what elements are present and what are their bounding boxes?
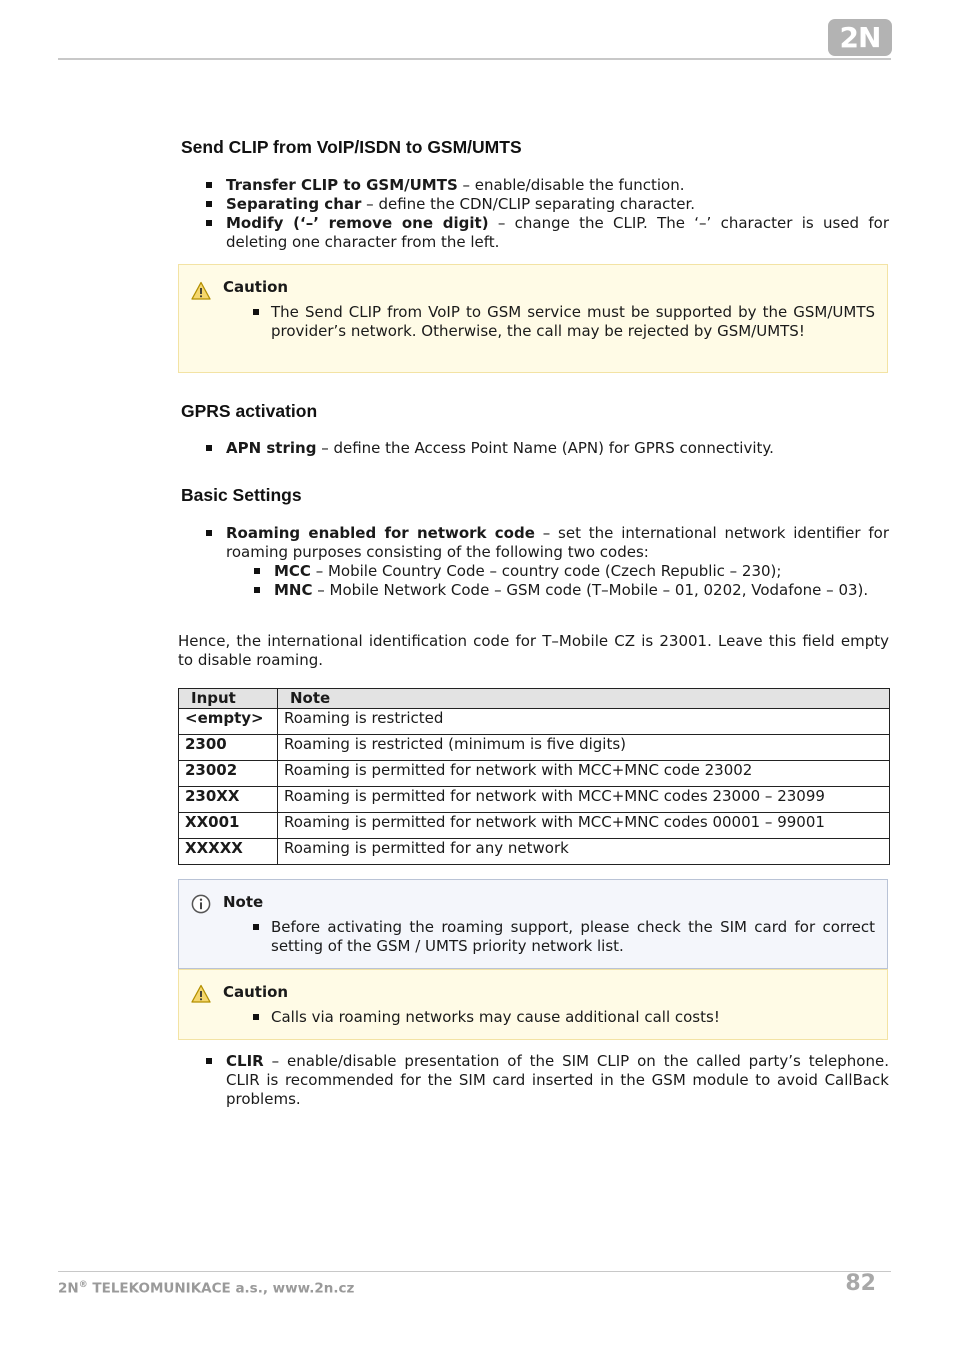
note-title: Note [223,893,264,911]
section-title-basic: Basic Settings [181,485,302,505]
list-item: Modify (‘–’ remove one digit) – change the CLIP. The ‘–’ character is used for deleting one character from the left. [178,214,889,252]
list-item: Separating char – define the CDN/CLIP separating character. [178,195,889,214]
warning-icon [191,281,211,301]
clip-list [178,176,889,252]
cell-input: 23002 [179,761,278,787]
note-box [178,879,888,969]
list-item: Roaming enabled for network code – set the international network identifier for roaming purposes consisting of the following two codes: MCC – Mobile Country Code – country code (Czech Republic – 230); MNC – Mobile Network Code – GSM code (T–Mobile – 01, 0202, Vodafone – 03). [178,524,889,600]
table-header-row [179,689,890,709]
section-title-gprs: GPRS activation [181,401,318,421]
column-header-note: Note [278,689,890,709]
note-list [227,918,875,956]
roaming-paragraph: Hence, the international identification code for T–Mobile CZ is 23001. Leave this field empty to disable roaming. [178,632,889,669]
brand-logo: 2N [828,19,892,56]
cell-note: Roaming is restricted (minimum is five digits) [278,735,890,761]
cell-note: Roaming is permitted for network with MCC+MNC codes 00001 – 99001 [278,813,890,839]
cell-input: 2300 [179,735,278,761]
table-row [179,787,890,813]
list-item: APN string – define the Access Point Name (APN) for GPRS connectivity. [178,439,889,458]
clir-list [178,1052,889,1109]
caution-box-clip [178,264,888,373]
table-row [179,735,890,761]
cell-note: Roaming is permitted for network with MCC+MNC codes 23000 – 23099 [278,787,890,813]
basic-list [178,524,889,600]
cell-input: 230XX [179,787,278,813]
info-icon [191,894,211,914]
cell-note: Roaming is restricted [278,709,890,735]
warning-icon [191,984,211,1004]
list-item: Transfer CLIP to GSM/UMTS – enable/disable the function. [178,176,889,195]
list-item: CLIR – enable/disable presentation of the SIM CLIP on the called party’s telephone. CLIR is recommended for the SIM card inserted in the GSM module to avoid CallBack problems. [178,1052,889,1109]
cell-input: XXXXX [179,839,278,865]
caution-title: Caution [223,983,289,1001]
table-row [179,709,890,735]
footer-company: 2N® TELEKOMUNIKACE a.s., www.2n.cz [58,1280,355,1297]
caution-list [227,1008,875,1027]
table-row [179,839,890,865]
caution-title: Caution [223,278,289,296]
gprs-list [178,439,889,458]
caution-box-roaming [178,969,888,1040]
cell-note: Roaming is permitted for network with MCC+MNC code 23002 [278,761,890,787]
footer-divider [58,1271,891,1272]
roaming-table [178,688,890,865]
cell-note: Roaming is permitted for any network [278,839,890,865]
sub-list [226,562,889,600]
sub-list-item: MNC – Mobile Network Code – GSM code (T–Mobile – 01, 0202, Vodafone – 03). [226,581,889,600]
note-text: Before activating the roaming support, please check the SIM card for correct setting of the GSM / UMTS priority network list. [227,918,875,956]
table-row [179,813,890,839]
cell-input: <empty> [179,709,278,735]
sub-list-item: MCC – Mobile Country Code – country code (Czech Republic – 230); [226,562,889,581]
table-row [179,761,890,787]
section-title-clip: Send CLIP from VoIP/ISDN to GSM/UMTS [181,137,522,157]
header-divider [58,58,891,60]
caution-text: The Send CLIP from VoIP to GSM service must be supported by the GSM/UMTS provider’s network. Otherwise, the call may be rejected by GSM/UMTS! [227,303,875,341]
column-header-input: Input [179,689,278,709]
cell-input: XX001 [179,813,278,839]
caution-list [227,303,875,341]
caution-text: Calls via roaming networks may cause additional call costs! [227,1008,875,1027]
page-number: 82 [845,1271,876,1296]
